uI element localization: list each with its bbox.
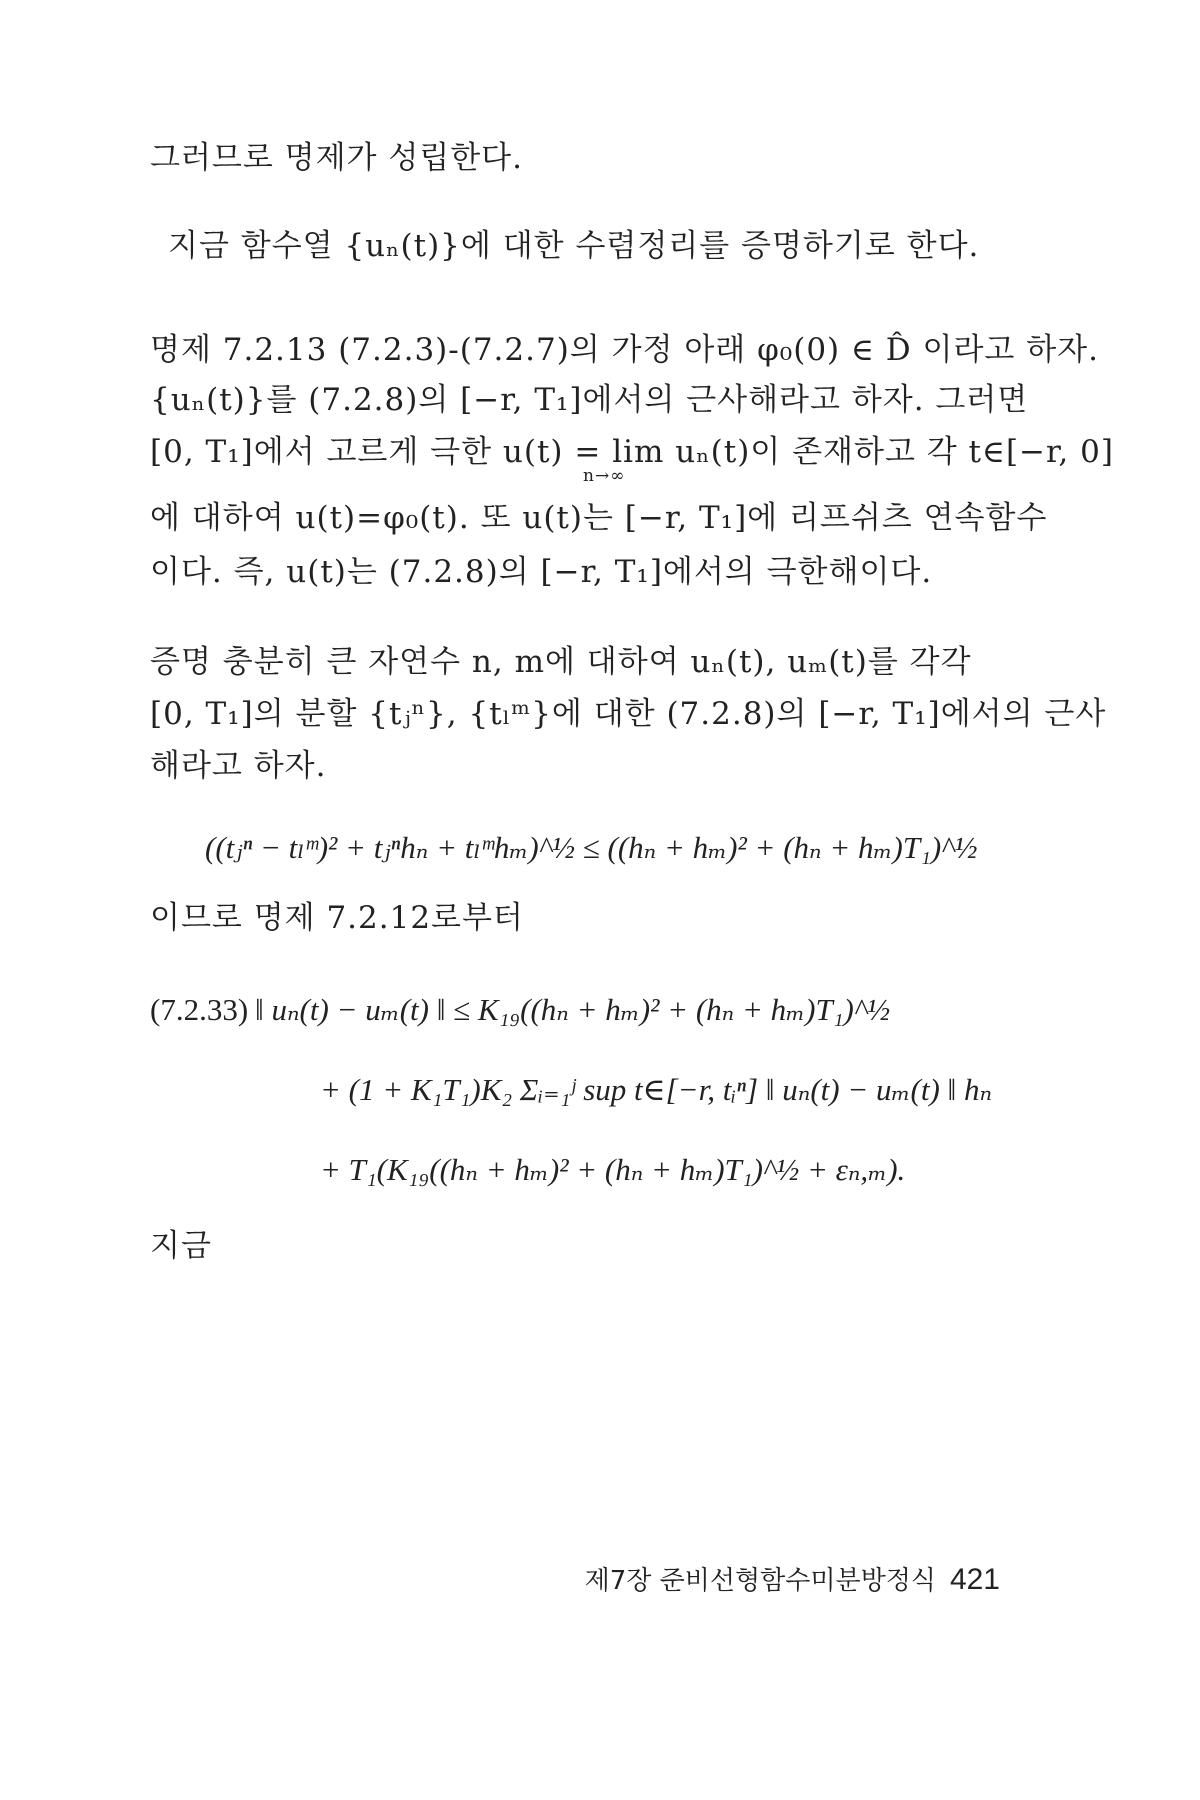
proposition-line-5: 이다. 즉, u(t)는 (7.2.8)의 [−r, T₁]에서의 극한해이다. [150, 554, 933, 590]
proposition-line-4: 에 대하여 u(t)=φ₀(t). 또 u(t)는 [−r, T₁]에 리프쉬츠 연속함수 [150, 500, 1048, 536]
inequality-display: ((tⱼⁿ − tₗᵐ)² + tⱼⁿhₙ + tₗᵐhₘ)^½ ≤ ((hₙ + hₘ)² + (hₙ + hₘ)T₁)^½ [205, 830, 978, 865]
text-line-since: 이므로 명제 7.2.12로부터 [150, 900, 524, 936]
proof-line-3: 해라고 하자. [150, 748, 327, 784]
page-number: 421 [949, 1563, 1000, 1596]
equation-line-3: + T₁(K₁₉((hₙ + hₘ)² + (hₙ + hₘ)T₁)^½ + εₙ,ₘ). [320, 1152, 906, 1187]
proof-line-2: [0, T₁]의 분할 {tⱼⁿ}, {tₗᵐ}에 대한 (7.2.8)의 [−r, T₁]에서의 근사 [150, 696, 1107, 732]
proposition-line-3: [0, T₁]에서 고르게 극한 u(t) = lim uₙ(t)이 존재하고 각 t∈[−r, 0] [150, 434, 1114, 470]
proposition-heading: 명제 7.2.13 (7.2.3)-(7.2.7)의 가정 아래 φ₀(0) ∈ D̂ 이라고 하자. [150, 332, 1099, 368]
equation-number: (7.2.33) [150, 992, 249, 1027]
equation-line-1: ‖ uₙ(t) − uₘ(t) ‖ ≤ K₁₉((hₙ + hₘ)² + (hₙ + hₘ)T₁)^½ [255, 992, 891, 1027]
text-line-2: 지금 함수열 {uₙ(t)}에 대한 수렴정리를 증명하기로 한다. [168, 228, 980, 264]
page-footer [0, 1560, 1000, 1597]
chapter-title: 제7장 준비선형함수미분방정식 [584, 1566, 936, 1596]
limit-subscript: n→∞ [583, 466, 626, 486]
equation-line-2: + (1 + K₁T₁)K₂ Σᵢ₌₁ʲ sup t∈[−r, tᵢⁿ] ‖ uₙ(t) − uₘ(t) ‖ hₙ [320, 1072, 993, 1107]
text-line-now: 지금 [150, 1228, 212, 1264]
proof-heading: 증명 충분히 큰 자연수 n, m에 대하여 uₙ(t), uₘ(t)를 각각 [150, 644, 972, 680]
text-line-1: 그러므로 명제가 성립한다. [150, 140, 523, 176]
proposition-line-2: {uₙ(t)}를 (7.2.8)의 [−r, T₁]에서의 근사해라고 하자. 그러면 [150, 382, 1029, 418]
